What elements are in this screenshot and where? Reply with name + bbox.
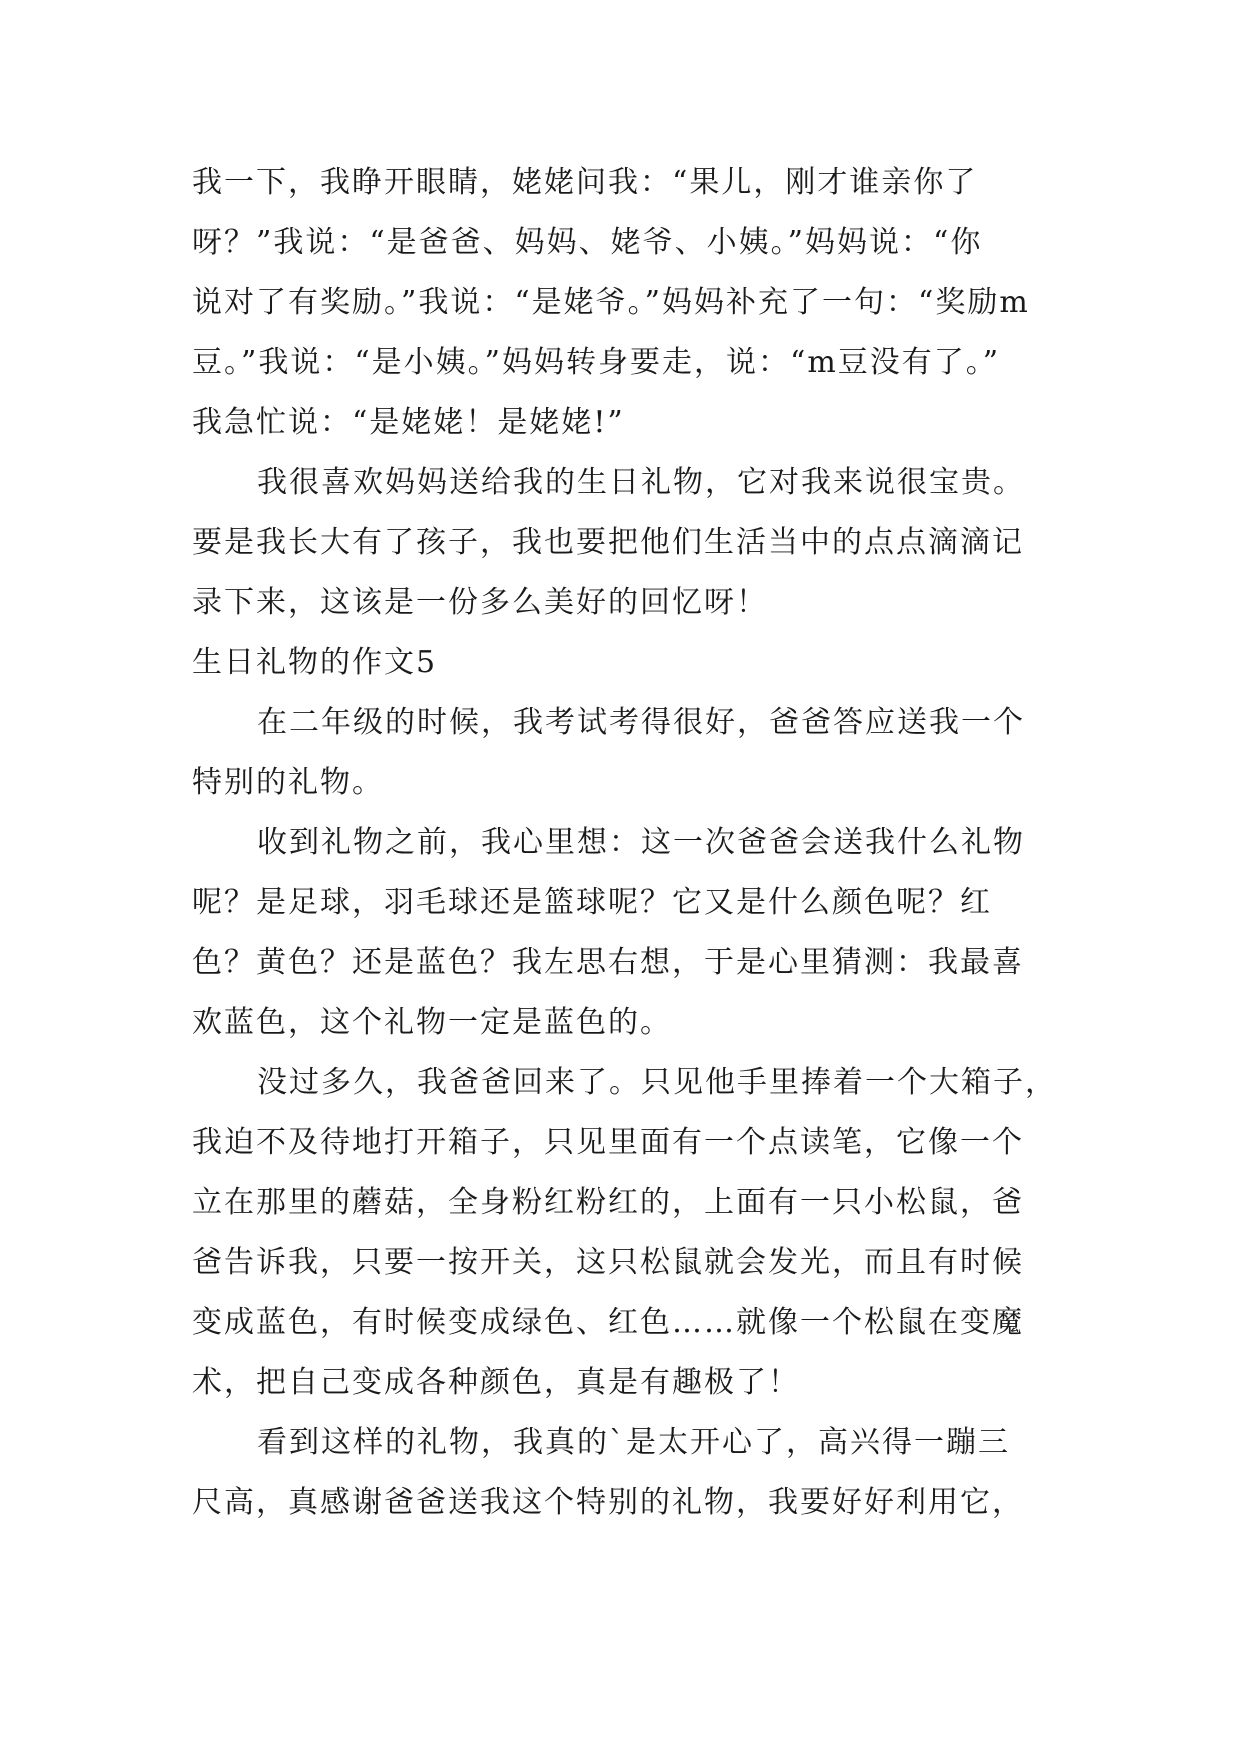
text-line: 看到这样的礼物，我真的`是太开心了，高兴得一蹦三 bbox=[257, 1425, 1010, 1460]
text-line: 尺高，真感谢爸爸送我这个特别的礼物，我要好好利用它， bbox=[192, 1485, 1024, 1520]
text-line: 欢蓝色，这个礼物一定是蓝色的。 bbox=[192, 1005, 672, 1040]
text-line: 术，把自己变成各种颜色，真是有趣极了！ bbox=[192, 1365, 800, 1400]
text-line: 豆。”我说：“是小姨。”妈妈转身要走，说：“m豆没有了。” bbox=[192, 345, 1001, 380]
text-line: 呀？”我说：“是爸爸、妈妈、姥爷、小姨。”妈妈说：“你 bbox=[192, 225, 983, 260]
text-line: 色？黄色？还是蓝色？我左思右想，于是心里猜测：我最喜 bbox=[192, 945, 1024, 980]
text-line: 说对了有奖励。”我说：“是姥爷。”妈妈补充了一句：“奖励m bbox=[192, 285, 1030, 320]
text-line: 我迫不及待地打开箱子，只见里面有一个点读笔，它像一个 bbox=[192, 1125, 1024, 1160]
text-line: 要是我长大有了孩子，我也要把他们生活当中的点点滴滴记 bbox=[192, 525, 1024, 560]
text-line: 呢？是足球，羽毛球还是篮球呢？它又是什么颜色呢？红 bbox=[192, 885, 992, 920]
text-block-upper bbox=[192, 153, 1072, 813]
text-line: 生日礼物的作文5 bbox=[192, 645, 438, 680]
text-line: 录下来，这该是一份多么美好的回忆呀！ bbox=[192, 585, 768, 620]
text-line: 我很喜欢妈妈送给我的生日礼物，它对我来说很宝贵。 bbox=[257, 465, 1025, 500]
text-line: 收到礼物之前，我心里想：这一次爸爸会送我什么礼物 bbox=[257, 825, 1025, 860]
text-block-lower bbox=[192, 813, 1072, 1533]
text-line: 变成蓝色，有时候变成绿色、红色……就像一个松鼠在变魔 bbox=[192, 1305, 1024, 1340]
text-line: 没过多久，我爸爸回来了。只见他手里捧着一个大箱子， bbox=[257, 1065, 1057, 1100]
text-line: 立在那里的蘑菇，全身粉红粉红的，上面有一只小松鼠，爸 bbox=[192, 1185, 1024, 1220]
text-line: 我急忙说：“是姥姥！是姥姥!” bbox=[192, 405, 625, 440]
text-line: 爸告诉我，只要一按开关，这只松鼠就会发光，而且有时候 bbox=[192, 1245, 1024, 1280]
text-line: 在二年级的时候，我考试考得很好，爸爸答应送我一个 bbox=[257, 705, 1025, 740]
text-line: 特别的礼物。 bbox=[192, 765, 384, 800]
text-line: 我一下，我睁开眼睛，姥姥问我：“果儿，刚才谁亲你了 bbox=[192, 165, 978, 200]
